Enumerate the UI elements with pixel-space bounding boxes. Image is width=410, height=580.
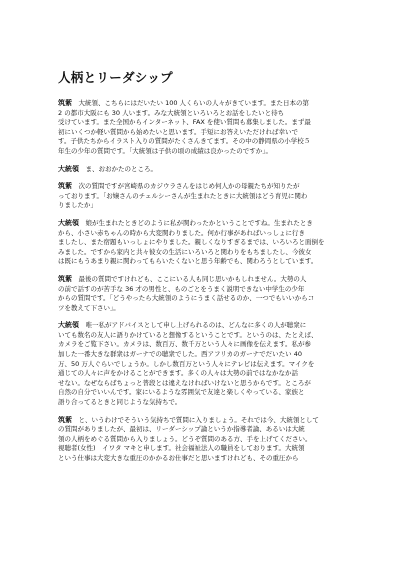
- paragraph-line: [58, 304, 360, 314]
- speaker-label: 大統領: [58, 218, 79, 227]
- line-text: 自然の自分でいいんです。家にいるような雰囲気で友達と楽しくやっている、家族と: [58, 388, 305, 397]
- line-text: 次の質問ですが宮崎県のカジウラさんをはじめ何人かの母親たちが知りたが: [78, 182, 300, 191]
- transcript-paragraph: [58, 165, 360, 175]
- paragraph-line: [58, 388, 360, 398]
- paragraph-line: [58, 137, 360, 147]
- paragraph-line: [58, 257, 360, 267]
- line-text: 語り合ってるときと同じような気持ちで。: [58, 398, 182, 407]
- paragraph-line: [58, 425, 360, 435]
- transcript-paragraph: [58, 275, 360, 313]
- line-text: カメラをご覧下さい。カメラは、数百万、数千万という人々に画像を伝えます。私が参: [58, 340, 311, 349]
- paragraph-line: [58, 416, 360, 426]
- paragraph-line: [58, 435, 360, 445]
- paragraph-line: [58, 219, 360, 229]
- line-text: 万、50 万人ぐらいでしょうか。しかし数百万という人々にテレビは伝えます。マイクを: [58, 359, 315, 368]
- line-text: いても数名の友人に語りかけていると想像するということです。というのは、たとえば、: [58, 330, 318, 339]
- speaker-label: 筑紫: [58, 415, 72, 424]
- paragraph-line: [58, 321, 360, 331]
- line-text: 娘が生まれたときどのように私が関わったかということですね。生まれたとき: [85, 218, 313, 227]
- speaker-label: 大統領: [58, 164, 79, 173]
- line-text: と、いうわけでそういう気持ちで質問に入りましょう。それでは今、大統領として: [78, 415, 319, 424]
- line-text: ましたし、また宿題もいっしょにやりました。親しくなりすぎるまでは、いろいろと面倒を: [58, 238, 325, 247]
- paragraph-line: [58, 128, 360, 138]
- speaker-label: 筑紫: [58, 274, 72, 283]
- line-text: 唯一私がアドバイスとして申し上げられるのは、どんなに多くの人が聴衆に: [85, 321, 307, 330]
- paragraph-line: [58, 379, 360, 389]
- line-text: っております。｢お嬢さんのチェルシーさんが生まれたときに大統領はどう育児に関わ: [58, 191, 308, 200]
- paragraph-line: [58, 147, 360, 157]
- line-text: 最後の質問ですけれども、ここにいる人も同じ思いかもしれません。大勢の人: [78, 274, 307, 283]
- line-text: 初にいくつか軽い質問から始めたいと思います。手短にお答えいただければ幸いで: [58, 127, 298, 136]
- line-text: ま、おおかたのところ。: [85, 164, 157, 173]
- transcript-paragraph: [58, 219, 360, 267]
- paragraph-line: [58, 331, 360, 341]
- paragraph-line: [58, 340, 360, 350]
- line-text: 通じての人々に声をかけることができます。多くの人々は大勢の前ではなかなか話: [58, 369, 298, 378]
- line-text: ツを教えて下さい｣。: [58, 303, 120, 312]
- line-text: す。子供たちからイラスト入りの質問がたくさんきてます。その中の静岡県の小学校５: [58, 137, 311, 146]
- line-text: 2 の都市大阪にも 30 人います。みな大統領といろいろとお話をしたいと待ち: [58, 108, 285, 117]
- line-text: は既にもうあまり親に関わってもらいたくないと思う年齢でも、関わろうとしています。: [58, 257, 318, 266]
- paragraph-line: [58, 360, 360, 370]
- line-text: みました。ですから家内と共々彼女の生活にいろいろと関わりをもちましたし、今彼女: [58, 247, 312, 256]
- paragraph-line: [58, 454, 360, 464]
- paragraph-line: [58, 248, 360, 258]
- paragraph-line: [58, 229, 360, 239]
- line-text: せない。なぜならばちょっと普段とは違えなければいけないと思うからです。ところが: [58, 378, 311, 387]
- paragraph-line: [58, 444, 360, 454]
- page-title: 人柄とリーダシップ: [58, 70, 173, 85]
- line-text: 大統領、こちらにはだいたい 100 人くらいの人々がきています。また日本の第: [78, 99, 310, 107]
- paragraph-line: [58, 118, 360, 128]
- line-text: 視聴者(女性) イワタ マキと申します。社会福祉法人の職員をしております。大統領: [58, 444, 305, 453]
- paragraph-line: [58, 201, 360, 211]
- speaker-label: 大統領: [58, 321, 79, 330]
- line-text: りましたか｣: [58, 201, 94, 210]
- line-text: からの質問です。｢どうやったら大統領のようにうまく話せるのか、一つでもいいからコ: [58, 294, 315, 303]
- transcript-paragraph: [58, 321, 360, 407]
- line-text: 加した一番大きな群衆はガーナでの聴衆でした。西アフリカのガーナでだいたい 40: [58, 350, 303, 359]
- paragraph-line: [58, 192, 360, 202]
- line-text: 年生の少年の質問です。｢大統領は子供の頃の成績は良かったのですか｣。: [58, 146, 272, 155]
- transcript-paragraph: [58, 99, 360, 157]
- line-text: という仕事は大変大きな重圧のかかるお仕事だと思いますけれども、その重圧から: [58, 454, 299, 462]
- speaker-label: 筑紫: [58, 182, 72, 191]
- paragraph-line: [58, 238, 360, 248]
- line-text: 領の人柄をめぐる質問から入りましょう。どうぞ質問のある方、手を上げてください。: [58, 434, 312, 443]
- paragraph-line: [58, 182, 360, 192]
- line-text: から、小さい赤ちゃんの時から大変関わりました。何か行事があればいっしょに行き: [58, 228, 305, 237]
- transcript-paragraph: [58, 416, 360, 464]
- paragraph-line: [58, 294, 360, 304]
- transcript-body: [58, 99, 360, 472]
- paragraph-line: [58, 275, 360, 285]
- paragraph-line: [58, 99, 360, 109]
- line-text: の前で話すのが苦手な 36 才の男性と、ものごとをうまく説明できない中学生の少年: [58, 284, 305, 293]
- paragraph-line: [58, 369, 360, 379]
- paragraph-line: [58, 109, 360, 119]
- line-text: 受けています。また全国からインターネット、FAX を使い質問も募集しました。まず最: [58, 118, 311, 127]
- paragraph-line: [58, 350, 360, 360]
- paragraph-line: [58, 285, 360, 295]
- paragraph-line: [58, 165, 360, 175]
- transcript-paragraph: [58, 182, 360, 211]
- line-text: の質問がありましたが、最初は、リーダーシップ論というか指導者論、あるいは大統: [58, 425, 305, 434]
- speaker-label: 筑紫: [58, 99, 72, 107]
- paragraph-line: [58, 398, 360, 408]
